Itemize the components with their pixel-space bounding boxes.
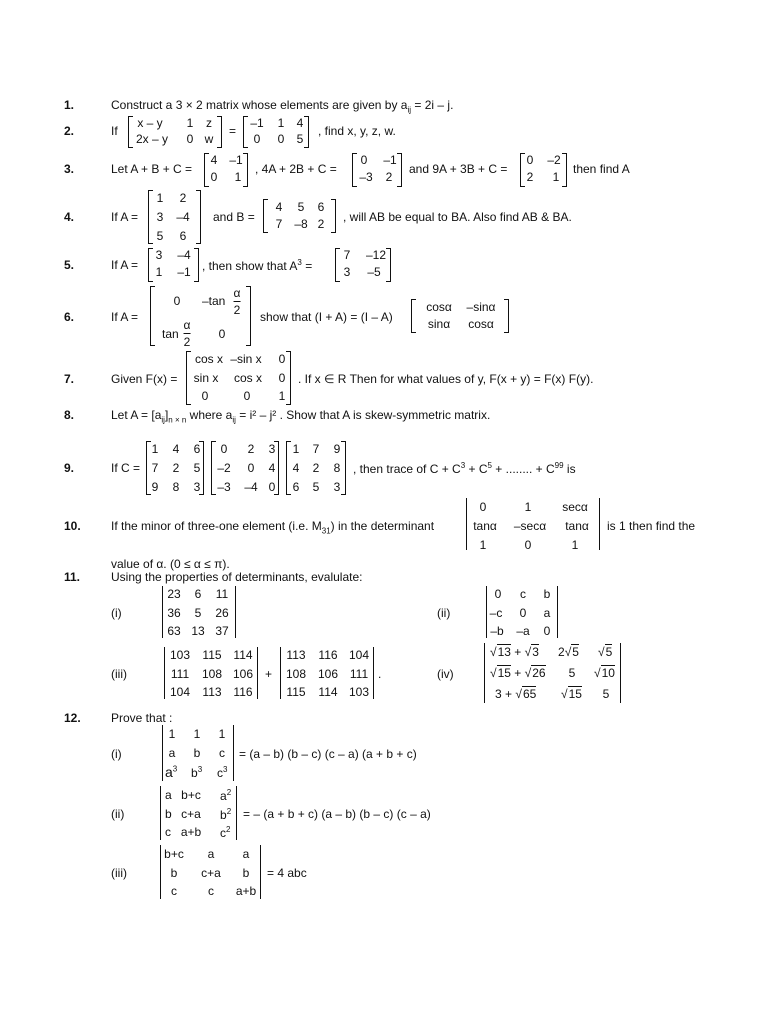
q12-number: 12. [64,711,81,725]
q9-number: 9. [64,461,75,475]
q2-if: If [111,124,118,138]
q8-text: Let $A = [a_{ij}]_{n \times n}$ where $a_{ij} = i^2 - j^2$ . Show that A is skew-symmetric matrix. [111,408,491,425]
q10-number: 10. [64,519,81,533]
q12-ii-label: (ii) [111,807,125,821]
q3-mid2: and 9A + 3B + C = [409,162,508,176]
worksheet-page: 1. Construct a 3 × 2 matrix whose elements are given by $a_{ij} = 2i - j$. 2. If x – y 1 z 2x – y 0 w = –1 1 4 0 0 5 , find x, y, z, w. 3. Let A + B + C = 4 –1 0 1 , 4A + 2B + C = 0 –1 –3 2 and 9A + 3B + C = 0 –2 2 1 then find A 4. If A = 1 2 3 –4 5 6 and B = 4 5 6 7 –8 2 , will AB be equal to BA. Also find AB & BA. 5. If A = 3 –4 1 –1 , then show that $A^3$ = 7 –12 3 –5 6. If A = 0 –tan α 2 tan α 2 0 show that (I + A) = (I – A) cosα –sinα sinα cosα 7. Given F(x) = cos x –sin x 0 sin x cos x 0 0 0 1 . If x ∈ R Then for what values of y, F(x + y) = F(x) F(y). 8. Let $A = [a_{ij}]_{n \times n}$ where $a_{ij} = i^2 - j^2$ . Show that A is skew-symmetric matrix. 9. If C = 1 4 6 7 2 5 9 8 3 0 2 3 –2 0 4 –3 –4 0 1 7 9 4 2 8 6 5 3 , then trace of $C + C^3 + C^5$ + ........ + $C^{99}$ is 10. If the minor of three-one element (i.e. $M_{31}$) in the determinant 0 1 secα tanα –secα tanα 1 0 1 is 1 then find the value of α. (0 ≤ α ≤ π). 11. Using the properties of determinants, evalulate: (i) 23 6 11 36 5 26 63 13 37 (ii) 0 c b –c 0 a –b –a 0 (iii) 103 115 114 111 108 106 104 113 116 + 113 116 104 108 106 111 115 114 103 . (iv) √13 + √3 2√5 √5 √15 + √26 5 √10 3 + √65 √15 5 12. Prove that : (i) 1 1 1 a b c $a^3$ $b^3$ $c^3$ = (a – b) (b – c) (c – a) (a + b + c) (ii) a b+c $a^2$ b c+a $b^2$ c a+b $c^2$ = – (a + b + c) (a – b) (b – c) (c – a) (iii) b+c a a b c+a b c c a+b = 4 abc [64,98,696,898]
q8-number: 8. [64,408,75,422]
q11-i-label: (i) [111,606,122,620]
q1-number: 1. [64,98,75,112]
q4-number: 4. [64,210,75,224]
q12-i-result: = (a – b) (b – c) (c – a) (a + b + c) [239,747,417,761]
q3-number: 3. [64,162,75,176]
q11-text: Using the properties of determinants, evalulate: [111,570,363,584]
q9-tail: , then trace of $C + C^3 + C^5$ + ........ + $C^{99}$ is [353,461,576,476]
q11-iii-plus: + [265,667,273,681]
q9-lead: If C = [111,461,141,475]
q4-mid: and B = [213,210,255,224]
q11-number: 11. [64,570,81,584]
q3-tail: then find A [573,162,630,176]
q3-mid1: , 4A + 2B + C = [255,162,337,176]
q5-lead: If A = [111,258,139,272]
q12-iii-label: (iii) [111,866,127,880]
q10-line2: value of α. (0 ≤ α ≤ π). [111,557,230,571]
q2-equals: = [229,124,237,138]
q7-number: 7. [64,372,75,386]
q12-ii-result: = – (a + b + c) (a – b) (b – c) (c – a) [243,807,431,821]
q11-ii-label: (ii) [437,606,451,620]
q5-number: 5. [64,258,75,272]
q7-tail: . If x ∈ R Then for what values of y, F(x + y) = F(x) F(y). [298,372,594,386]
q12-text: Prove that : [111,711,173,725]
q6-lead: If A = [111,310,139,324]
q10-tail: is 1 then find the [607,519,696,533]
q4-lead: If A = [111,210,139,224]
q1-text: Construct a 3 × 2 matrix whose elements are given by $a_{ij} = 2i - j$. [111,98,454,115]
q11-iv-label: (iv) [437,667,454,681]
q3-lead: Let A + B + C = [111,162,193,176]
q6-mid: show that (I + A) = (I – A) [260,310,393,324]
q2-number: 2. [64,124,75,138]
q12-i-label: (i) [111,747,122,761]
q5-mid: , then show that $A^3$ = [202,258,313,273]
q12-iii-result: = 4 abc [267,866,307,880]
q11-iii-label: (iii) [111,667,127,681]
q6-number: 6. [64,310,75,324]
q2-tail: , find x, y, z, w. [318,124,396,138]
q7-lead: Given F(x) = [111,372,178,386]
q11-iii-period: . [378,667,382,681]
q10-text: If the minor of three-one element (i.e. $M_{31}$) in the determinant [111,519,435,536]
q4-tail: , will AB be equal to BA. Also find AB & BA. [343,210,572,224]
